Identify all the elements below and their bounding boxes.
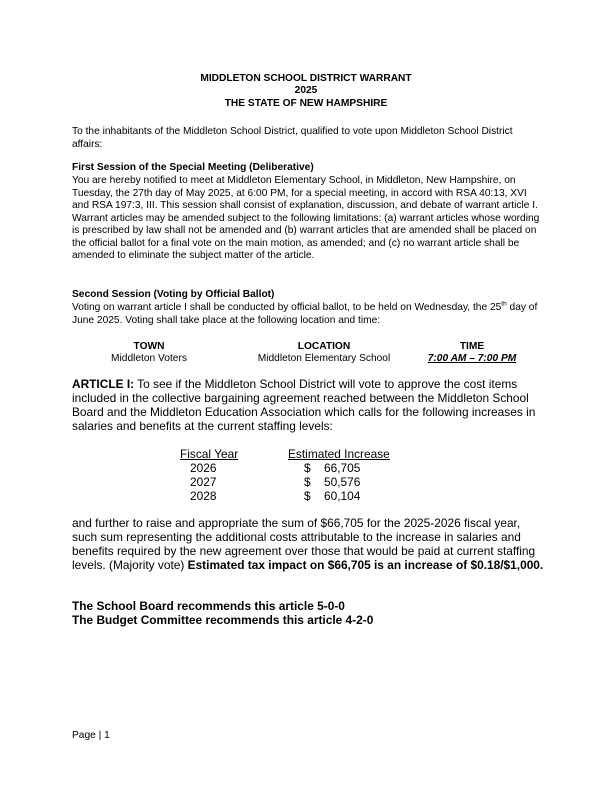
voting-town: Middleton Voters <box>111 353 187 364</box>
increase-amount-cell: 50,576 <box>324 475 361 489</box>
increase-amount-cell: 66,705 <box>324 461 361 475</box>
second-session-text-a: Voting on warrant article I shall be conducted by official ballot, to be held on Wednesday, the 25 <box>72 302 502 313</box>
currency-symbol: $ <box>304 475 311 489</box>
intro-paragraph: To the inhabitants of the Middleton School District, qualified to vote upon Middleton School District affairs: <box>72 126 513 150</box>
tax-impact-statement: Estimated tax impact on $66,705 is an increase of $0.18/$1,000. <box>187 558 544 572</box>
budget-committee-recommendation: The Budget Committee recommends this article 4-2-0 <box>72 613 374 627</box>
voting-header-time: TIME <box>459 341 485 352</box>
article-1-label: ARTICLE I: <box>72 377 135 391</box>
warrant-title: MIDDLETON SCHOOL DISTRICT WARRANT <box>200 73 412 84</box>
increase-amount-cell: 60,104 <box>324 489 361 503</box>
voting-time: 7:00 AM – 7:00 PM <box>427 353 517 364</box>
currency-symbol: $ <box>304 489 311 503</box>
fiscal-year-header: Fiscal Year <box>180 447 239 461</box>
fiscal-year-cell: 2028 <box>190 489 217 503</box>
fiscal-year-cell: 2026 <box>190 461 217 475</box>
second-session-body <box>72 302 544 327</box>
second-session-heading: Second Session (Voting by Official Ballot) <box>72 289 275 300</box>
warrant-state: THE STATE OF NEW HAMPSHIRE <box>224 98 388 109</box>
page-number: Page | 1 <box>72 730 110 741</box>
warrant-year: 2025 <box>294 85 318 96</box>
voting-location: Middleton Elementary School <box>257 353 391 364</box>
first-session-heading: First Session of the Special Meeting (Deliberative) <box>72 162 314 173</box>
voting-header-location: LOCATION <box>297 341 351 352</box>
voting-header-town: TOWN <box>133 341 165 352</box>
article-1-text <box>72 377 544 433</box>
currency-symbol: $ <box>304 461 311 475</box>
first-session-body: You are hereby notified to meet at Middleton Elementary School, in Middleton, New Hampshire, on Tuesday, the 27th day of May 2025, at 6:00 PM, for a special meeting, in accord with RSA 40:13, XVI and RSA 197:3, III. This session shall consist of explanation, discussion, and debate of warrant article I. Warrant articles may be amended subject to the following limitations: (a) warrant articles whose wording is prescribed by law shall not be amended and (b) warrant articles that are amended shall be placed on the official ballot for a final vote on the main motion, as amended; and (c) no warrant article shall be amended to eliminate the subject matter of the article. <box>72 175 540 261</box>
school-board-recommendation: The School Board recommends this article 5-0-0 <box>72 599 345 613</box>
second-session-text-b: day of June 2025. Voting shall take place at the following location and time: <box>72 302 538 326</box>
fiscal-year-cell: 2027 <box>190 475 217 489</box>
article-1-closing-text: and further to raise and appropriate the sum of $66,705 for the 2025-2026 fiscal year, such sum representing the additional costs attributable to the increase in salaries and benefits required by the new agreement over those that would be paid at current staffing levels. (Majority vote) <box>72 516 536 572</box>
article-1-body: To see if the Middleton School District will vote to approve the cost items included in the collective bargaining agreement reached between the Middleton School Board and the Middleton Education Association which calls for the following increases in salaries and benefits at the current staffing levels: <box>72 377 536 433</box>
estimated-increase-header: Estimated Increase <box>288 447 390 461</box>
article-1-closing <box>72 516 544 572</box>
ordinal-suffix: th <box>501 300 507 308</box>
